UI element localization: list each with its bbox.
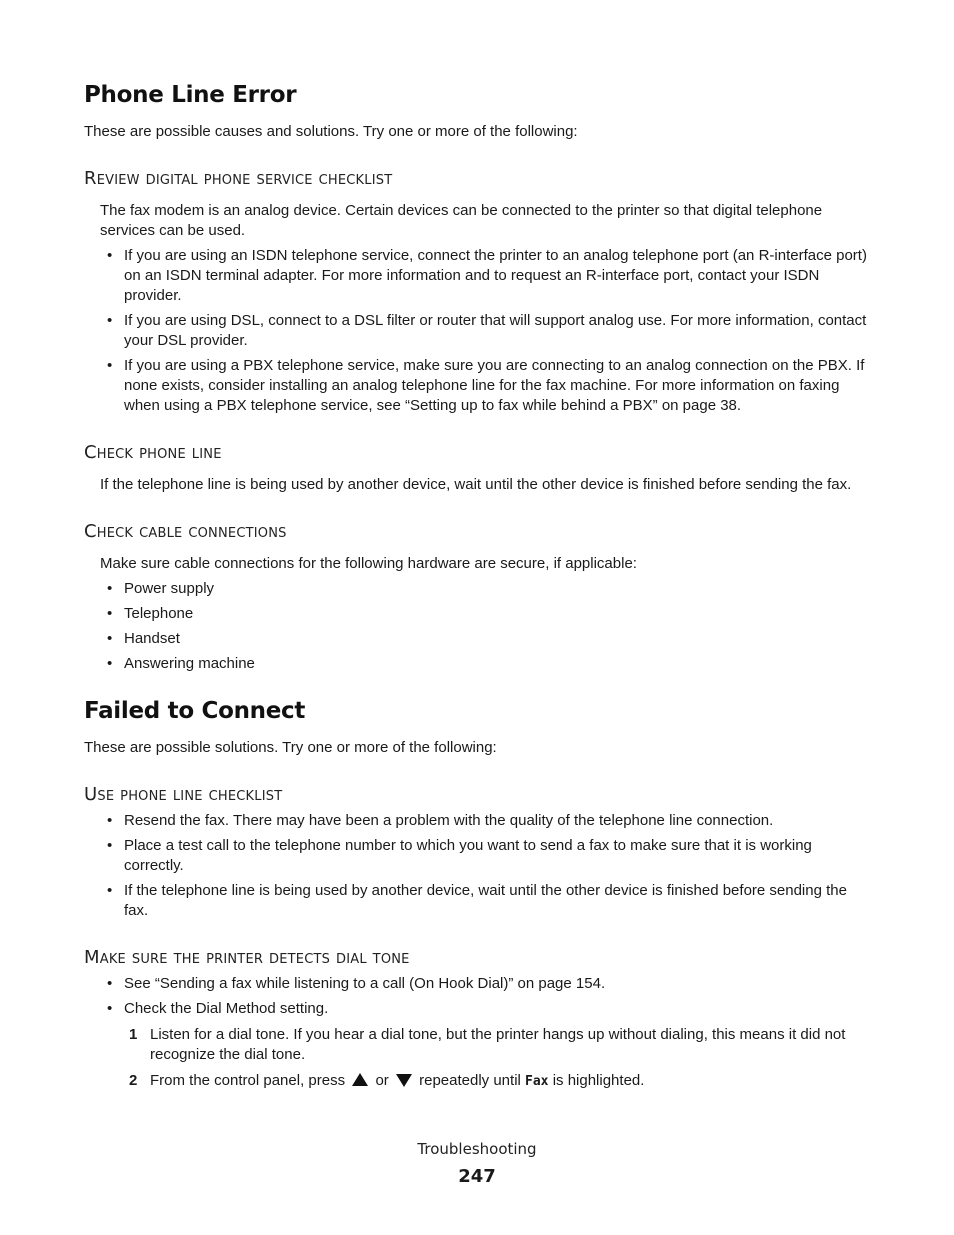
cable-bullet-list xyxy=(100,579,874,674)
list-item: 1 Listen for a dial tone. If you hear a dial tone, but the printer hangs up without dialing, this means it did not recognize the dial tone. xyxy=(129,1026,846,1063)
bullet-icon: • xyxy=(107,580,113,597)
bullet-icon: • xyxy=(107,837,113,854)
bullet-icon: • xyxy=(107,1000,113,1017)
bullet-icon: • xyxy=(107,812,113,829)
step-number: 1 xyxy=(129,1026,138,1043)
list-item: • If the telephone line is being used by another device, wait until the other device is finished before sending the fax. xyxy=(107,882,847,919)
intro-failed-to-connect: These are possible solutions. Try one or more of the following: xyxy=(84,739,497,756)
section-review-checklist xyxy=(100,201,874,416)
section-dial-tone xyxy=(100,974,874,1092)
page-content xyxy=(84,82,874,1092)
bullet-icon: • xyxy=(107,312,113,329)
heading-failed-to-connect: Failed to Connect xyxy=(84,698,306,724)
review-bullet-list xyxy=(100,246,874,416)
list-item: • If you are using a PBX telephone service, make sure you are connecting to an analog connection on the PBX. If none exists, consider installing an analog telephone line for the fax machine. For more information on faxing when using a PBX telephone service, see “Setting up to fax while behind a PBX” on page 38. xyxy=(107,357,865,414)
section-use-checklist xyxy=(100,811,874,921)
list-item: • Power supply xyxy=(107,580,215,597)
fax-menu-item-code: Fax xyxy=(525,1074,549,1089)
section-check-phone-line xyxy=(100,475,874,495)
step-number: 2 xyxy=(129,1072,138,1089)
section-check-cable xyxy=(100,554,874,674)
bullet-icon: • xyxy=(107,247,113,264)
dial-tone-bullet-list xyxy=(100,974,874,1019)
list-item: • Place a test call to the telephone number to which you want to send a fax to make sure that it is working correctly. xyxy=(107,837,812,874)
footer-section-title: Troubleshooting xyxy=(417,1140,537,1158)
page-number: 247 xyxy=(458,1166,496,1187)
list-item: • Telephone xyxy=(107,605,194,622)
use-checklist-bullet-list xyxy=(100,811,874,921)
heading-phone-line-error: Phone Line Error xyxy=(84,82,297,108)
down-arrow-icon xyxy=(396,1074,412,1087)
list-item: • Check the Dial Method setting. xyxy=(107,1000,329,1017)
review-body: The fax modem is an analog device. Certain devices can be connected to the printer so that digital telephone services can be used. xyxy=(100,202,823,239)
list-item: • Handset xyxy=(107,630,180,647)
list-item: • Resend the fax. There may have been a problem with the quality of the telephone line connection. xyxy=(107,812,774,829)
up-arrow-icon xyxy=(352,1073,368,1086)
bullet-icon: • xyxy=(107,630,113,647)
subheading-use-checklist: Use phone line checklist xyxy=(84,784,283,805)
subheading-dial-tone: Make sure the printer detects dial tone xyxy=(84,947,410,968)
subheading-check-phone-line: Check phone line xyxy=(84,442,222,463)
bullet-icon: • xyxy=(107,357,113,374)
intro-phone-line-error: These are possible causes and solutions. Try one or more of the following: xyxy=(84,123,578,140)
subheading-check-cable: Check cable connections xyxy=(84,521,287,542)
bullet-icon: • xyxy=(107,605,113,622)
bullet-icon: • xyxy=(107,655,113,672)
subheading-review-checklist: Review digital phone service checklist xyxy=(84,168,393,189)
page-footer xyxy=(0,1140,954,1187)
list-item: • Answering machine xyxy=(107,655,255,672)
dial-tone-steps xyxy=(128,1025,874,1092)
bullet-icon: • xyxy=(107,975,113,992)
check-line-body: If the telephone line is being used by another device, wait until the other device is finished before sending the fax. xyxy=(100,476,852,493)
list-item: • If you are using DSL, connect to a DSL filter or router that will support analog use. For more information, contact your DSL provider. xyxy=(107,312,867,349)
list-item: 2 From the control panel, press or repeatedly until Fax is highlighted. xyxy=(129,1072,645,1089)
bullet-icon: • xyxy=(107,882,113,899)
list-item: • See “Sending a fax while listening to a call (On Hook Dial)” on page 154. xyxy=(107,975,606,992)
list-item: • If you are using an ISDN telephone service, connect the printer to an analog telephone port (an R-interface port) on an ISDN terminal adapter. For more information and to request an R-interface port, contact your ISDN provider. xyxy=(107,247,867,304)
check-cable-body: Make sure cable connections for the following hardware are secure, if applicable: xyxy=(100,555,637,572)
